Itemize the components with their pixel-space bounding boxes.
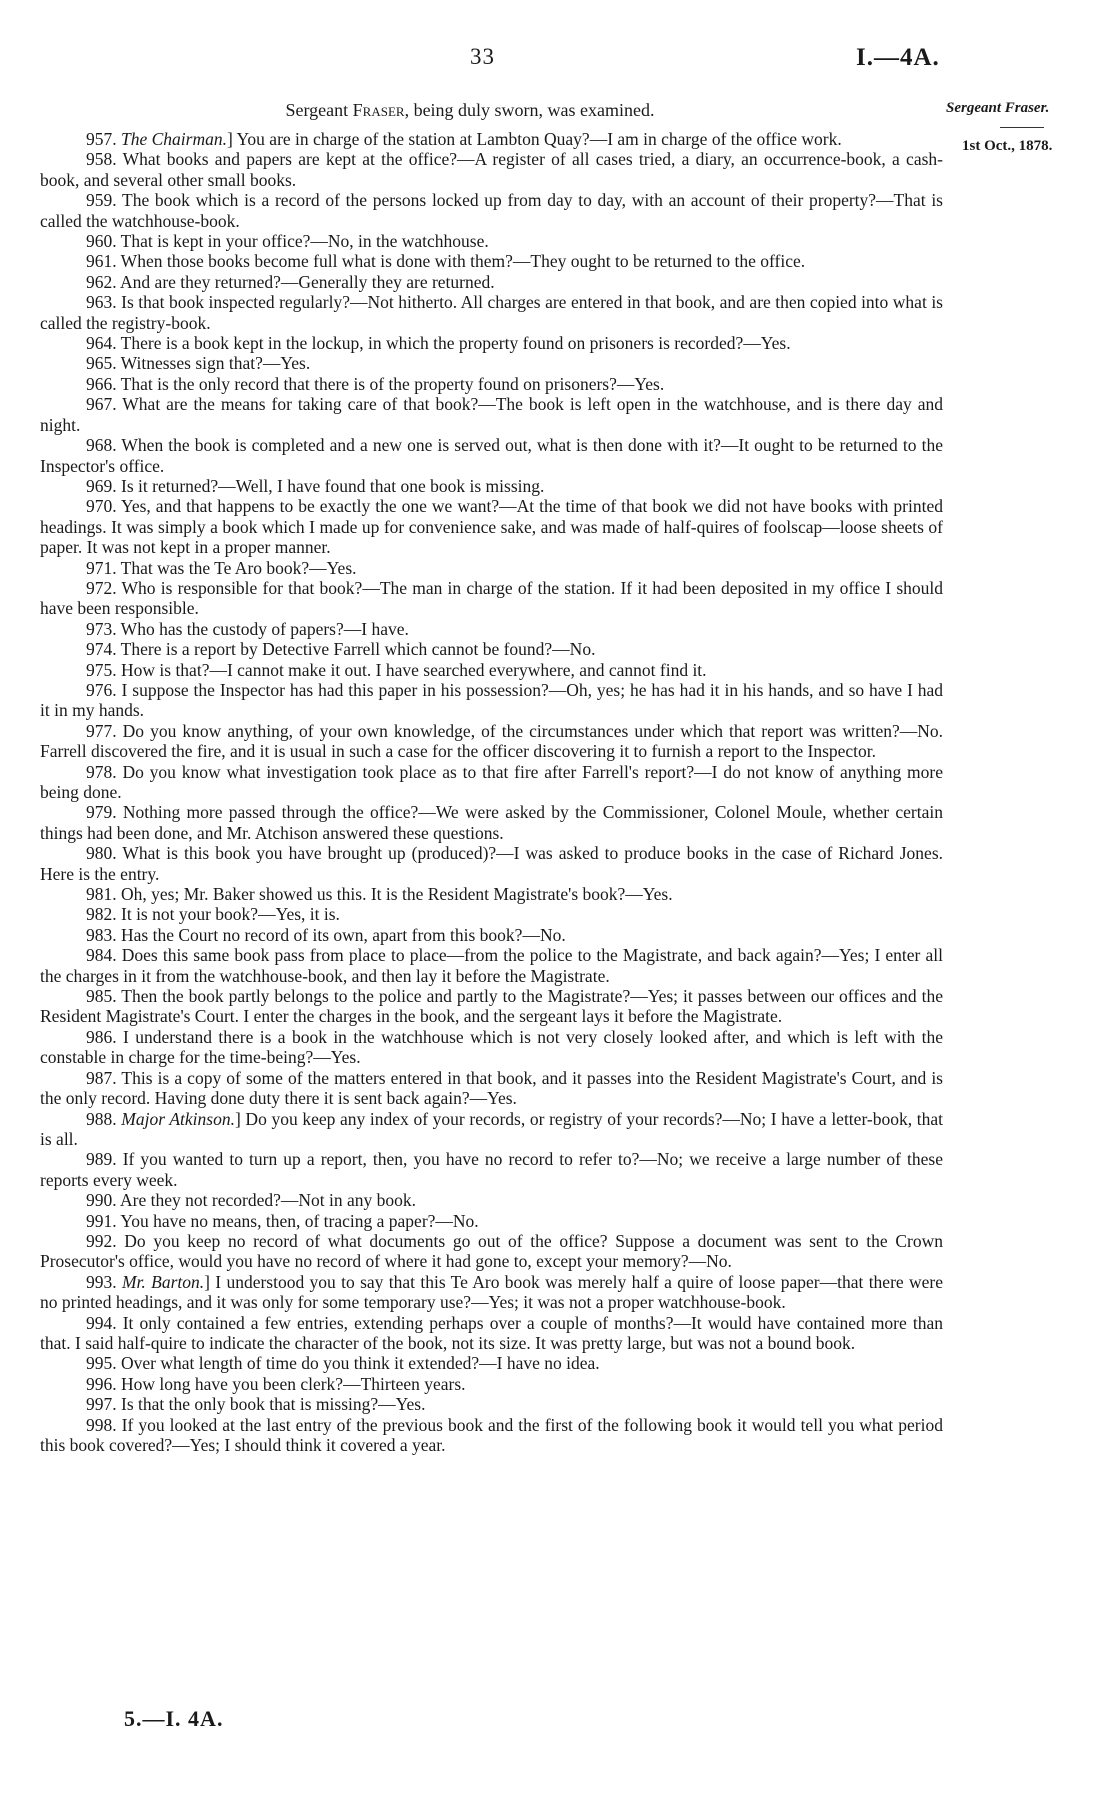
question-966: 966. That is the only record that there is of the property found on prisoners?—Yes. xyxy=(86,373,665,394)
question-984: 984. Does this same book pass from place to place—from the police to the Magistrate, and back again?—Yes; I enter all the charges in it from the watchhouse-book, and then lay it before the Magistrate. xyxy=(40,945,943,986)
question-988 xyxy=(40,1109,943,1150)
question-964: 964. There is a book kept in the lockup, in which the property found on prisoners is recorded?—Yes. xyxy=(86,333,791,354)
question-985: 985. Then the book partly belongs to the police and partly to the Magistrate?—Yes; it passes between our offices and the Resident Magistrate's Court. I enter the charges in the book, and the sergeant lays it before the Magistrate. xyxy=(40,986,943,1027)
question-960: 960. That is kept in your office?—No, in the watchhouse. xyxy=(86,231,489,252)
heading-post: , being duly sworn, was examined. xyxy=(404,100,655,120)
heading-pre: Sergeant xyxy=(285,100,353,120)
question-974: 974. There is a report by Detective Farrell which cannot be found?—No. xyxy=(86,639,596,660)
question-970: 970. Yes, and that happens to be exactly the one we want?—At the time of that book we did not have books with printed headings. It was simply a book which I made up for convenience sake, and was made of half-quires of foolscap—loose sheets of paper. It was not kept in a proper manner. xyxy=(40,496,943,558)
question-976: 976. I suppose the Inspector has had this paper in his possession?—Oh, yes; he has had it in his hands, and so have I had it in my hands. xyxy=(40,679,943,721)
question-text: ] You are in charge of the station at Lambton Quay?—I am in charge of the office work. xyxy=(226,129,842,149)
question-997: 997. Is that the only book that is missing?—Yes. xyxy=(86,1394,426,1415)
question-number: 988. xyxy=(86,1108,122,1129)
question-number: 993. xyxy=(86,1271,122,1292)
question-987: 987. This is a copy of some of the matters entered in that book, and it passes into the Resident Magistrate's Court, and is the only record. Having done duty there it is sent back again?—Yes. xyxy=(40,1067,943,1109)
question-983: 983. Has the Court no record of its own, apart from this book?—No. xyxy=(86,924,566,945)
question-991: 991. You have no means, then, of tracing a paper?—No. xyxy=(86,1210,479,1231)
speaker-name: Major Atkinson. xyxy=(121,1108,235,1129)
question-981: 981. Oh, yes; Mr. Baker showed us this. It is the Resident Magistrate's book?—Yes. xyxy=(86,884,673,905)
sidebar-witness-name: Sergeant Fraser. xyxy=(946,100,1050,116)
question-number: 957. xyxy=(86,129,121,149)
question-971: 971. That was the Te Aro book?—Yes. xyxy=(86,557,357,578)
speaker-name: The Chairman. xyxy=(121,129,227,149)
question-965: 965. Witnesses sign that?—Yes. xyxy=(86,353,311,374)
question-962: 962. And are they returned?—Generally they are returned. xyxy=(86,271,495,292)
page-number: 33 xyxy=(470,44,495,69)
question-979: 979. Nothing more passed through the office?—We were asked by the Commissioner, Colonel Moule, whether certain things had been done, and Mr. Atchison answered these questions. xyxy=(40,802,943,843)
question-973: 973. Who has the custody of papers?—I have. xyxy=(86,618,409,639)
question-978: 978. Do you know what investigation took place as to that fire after Farrell's report?—I do not know of anything more being done. xyxy=(40,761,943,802)
question-994: 994. It only contained a few entries, extending perhaps over a couple of months?—It would have contained more than that. I said half-quire to indicate the character of the book, not its size. It was pretty large, but was not a bound book. xyxy=(40,1312,943,1353)
question-977: 977. Do you know anything, of your own knowledge, of the circumstances under which that report was written?—No. Farrell discovered the fire, and it is usual in such a case for the officer discovering it to furnish a report to the Inspector. xyxy=(40,720,943,762)
examination-heading xyxy=(0,100,940,121)
question-961: 961. When those books become full what is done with them?—They ought to be returned to the office. xyxy=(86,251,806,272)
question-text: ] Do you keep any index of your records, or registry of your records?—No; I have a letter-book, that is all. xyxy=(40,1108,944,1149)
question-992: 992. Do you keep no record of what documents go out of the office? Suppose a document was sent to the Crown Prosecutor's office, would you have no record of where it had gone to, except your memory?—No. xyxy=(40,1230,943,1272)
question-968: 968. When the book is completed and a new one is served out, what is then done with it?—It ought to be returned to the Inspector's office. xyxy=(40,435,943,476)
question-998: 998. If you looked at the last entry of the previous book and the first of the following book it would tell you what period this book covered?—Yes; I should think it covered a year. xyxy=(40,1414,943,1455)
document-reference: I.—4A. xyxy=(856,44,940,71)
sidebar-rule xyxy=(1000,127,1044,128)
question-958: 958. What books and papers are kept at the office?—A register of all cases tried, a diary, an occurrence-book, a cash-book, and several other small books. xyxy=(40,149,943,190)
question-990: 990. Are they not recorded?—Not in any book. xyxy=(86,1190,416,1211)
speaker-name: Mr. Barton. xyxy=(121,1271,205,1292)
printer-signature: 5.—I. 4A. xyxy=(124,1706,224,1731)
testimony-body xyxy=(40,129,943,1455)
question-967: 967. What are the means for taking care of that book?—The book is left open in the watchhouse, and is there day and night. xyxy=(40,394,943,435)
question-972: 972. Who is responsible for that book?—The man in charge of the station. If it had been deposited in my office I should have been responsible. xyxy=(40,577,943,619)
question-993 xyxy=(40,1272,943,1313)
question-989: 989. If you wanted to turn up a report, then, you have no record to refer to?—No; we receive a large number of these reports every week. xyxy=(40,1149,943,1190)
question-963: 963. Is that book inspected regularly?—Not hitherto. All charges are entered in that book, and are then copied into what is called the registry-book. xyxy=(40,292,943,333)
heading-name: Fraser xyxy=(352,100,405,120)
question-957 xyxy=(40,129,933,149)
sidebar-date: 1st Oct., 1878. xyxy=(962,138,1053,154)
question-text: ] I understood you to say that this Te Aro book was merely half a quire of loose paper—that there were no printed headings, and it was only for some temporary use?—Yes; it was not a proper watchhouse-book. xyxy=(40,1271,944,1313)
question-996: 996. How long have you been clerk?—Thirteen years. xyxy=(86,1373,466,1394)
question-959: 959. The book which is a record of the persons locked up from day to day, with an account of their property?—That is called the watchhouse-book. xyxy=(40,190,943,231)
question-980: 980. What is this book you have brought up (produced)?—I was asked to produce books in the case of Richard Jones. Here is the entry. xyxy=(40,843,943,884)
question-982: 982. It is not your book?—Yes, it is. xyxy=(86,904,340,925)
question-975: 975. How is that?—I cannot make it out. I have searched everywhere, and cannot find it. xyxy=(86,659,707,680)
question-995: 995. Over what length of time do you think it extended?—I have no idea. xyxy=(86,1353,600,1374)
question-969: 969. Is it returned?—Well, I have found that one book is missing. xyxy=(86,475,545,496)
question-986: 986. I understand there is a book in the watchhouse which is not very closely looked after, and which is left with the constable in charge for the time-being?—Yes. xyxy=(40,1026,943,1068)
